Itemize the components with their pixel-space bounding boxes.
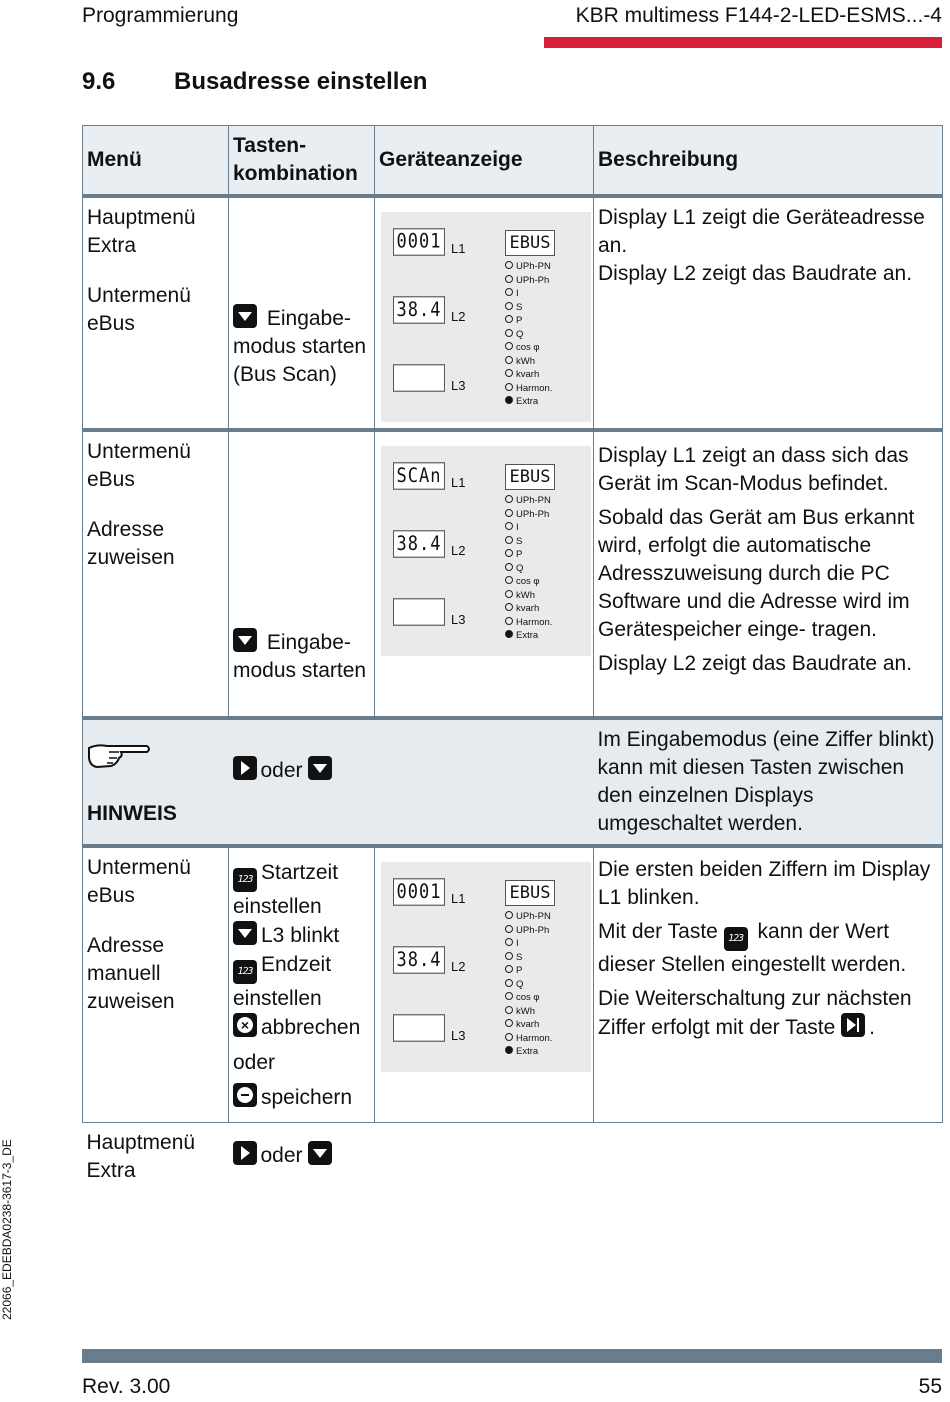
right-arrow-key-icon — [233, 756, 257, 780]
keys-cell: oder — [229, 1122, 375, 1191]
hint-text: Im Eingabemodus (eine Ziffer blinkt) kann mit diesen Tasten zwischen den einzelnen Displays umgeschaltet werden. — [594, 718, 943, 846]
down-arrow-key-icon — [308, 756, 332, 780]
display-cell — [375, 430, 594, 718]
save-key-icon — [233, 1083, 257, 1107]
page-number: 55 — [918, 1375, 942, 1398]
bus-address-table — [82, 125, 943, 1191]
cancel-key-icon — [233, 1013, 257, 1037]
down-arrow-key-icon — [233, 304, 257, 328]
empty-cell — [375, 1122, 594, 1191]
header-accent-bar — [544, 37, 942, 48]
label-l1: L1 — [451, 891, 466, 906]
lcd-l3 — [393, 1014, 445, 1042]
hint-row — [83, 718, 943, 846]
lcd-l1: 0001 — [393, 878, 445, 906]
hint-label: HINWEIS — [87, 802, 177, 825]
label-l3: L3 — [451, 1028, 466, 1043]
keys-cell: Eingabe- modus starten — [229, 430, 375, 718]
label-l1: L1 — [451, 241, 466, 256]
lcd-main: EBUS — [505, 230, 555, 256]
menu-cell: Untermenü eBus Adresse manuell zuweisen — [83, 846, 229, 1122]
description-cell: Die ersten beiden Ziffern im Display L1 blinken. Mit der Taste 123 kann der Wert dieser Stellen eingestellt werden. Die Weiterschaltung zur nächsten Ziffer erfolgt mit der Taste . — [594, 846, 943, 1122]
table-header-row — [83, 126, 943, 197]
device-display — [381, 862, 591, 1072]
indicator-list: UPh-PN UPh-Ph I S P Q cos φ kWh kvarh Harmon. Extra — [505, 494, 552, 643]
table-row — [83, 846, 943, 1122]
col-header-menu: Menü — [83, 126, 229, 197]
table-row — [83, 430, 943, 718]
header-chapter: Programmierung — [82, 4, 239, 27]
empty-cell — [594, 1122, 943, 1191]
skip-next-key-icon — [841, 1013, 865, 1037]
lcd-l2: 38.4 — [393, 530, 445, 558]
display-cell — [375, 846, 594, 1122]
hint-keys-cell: oder — [229, 718, 375, 846]
right-arrow-key-icon — [233, 1141, 257, 1165]
col-header-display: Geräteanzeige — [375, 126, 594, 197]
indicator-list: UPh-PN UPh-Ph I S P Q cos φ kWh kvarh Harmon. Extra — [505, 260, 552, 409]
lcd-l2: 38.4 — [393, 296, 445, 324]
footer-revision: Rev. 3.00 — [82, 1375, 171, 1398]
label-l2: L2 — [451, 543, 466, 558]
label-l1: L1 — [451, 475, 466, 490]
down-arrow-key-icon — [233, 921, 257, 945]
device-display — [381, 446, 591, 656]
device-display — [381, 212, 591, 422]
123-key-icon: 123 — [724, 927, 748, 951]
lcd-l1: 0001 — [393, 228, 445, 256]
indicator-list: UPh-PN UPh-Ph I S P Q cos φ kWh kvarh Harmon. Extra — [505, 910, 552, 1059]
header-product: KBR multimess F144-2-LED-ESMS...-4 — [575, 4, 942, 27]
keys-cell: Eingabe- modus starten (Bus Scan) — [229, 196, 375, 430]
menu-cell: Hauptmenü Extra — [86, 1130, 196, 1182]
display-cell — [375, 196, 594, 430]
table-row — [83, 196, 943, 430]
lcd-l3 — [393, 598, 445, 626]
lcd-main: EBUS — [505, 880, 555, 906]
label-l3: L3 — [451, 612, 466, 627]
section-number: 9.6 — [82, 68, 116, 95]
lcd-l2: 38.4 — [393, 946, 445, 974]
description-cell: Display L1 zeigt die Geräteadresse an. Display L2 zeigt das Baudrate an. — [594, 196, 943, 430]
keys-cell: 123 Startzeit einstellen L3 blinkt 123 Endzeit einstellen ×abbrechen oder speichern — [229, 846, 375, 1122]
label-l2: L2 — [451, 309, 466, 324]
label-l2: L2 — [451, 959, 466, 974]
label-l3: L3 — [451, 378, 466, 393]
hint-label-cell — [83, 718, 229, 846]
down-arrow-key-icon — [233, 628, 257, 652]
footer-bar — [82, 1349, 942, 1363]
hint-empty-cell — [375, 718, 594, 846]
document-code: 22066_EDEBDA0238-3617-3_DE — [0, 1139, 14, 1320]
menu-cell: Untermenü eBus Adresse zuweisen — [83, 430, 229, 718]
col-header-keys: Tasten- kombination — [229, 126, 375, 197]
menu-cell: Hauptmenü Extra Untermenü eBus — [83, 196, 229, 430]
lcd-main: EBUS — [505, 464, 555, 490]
description-cell: Display L1 zeigt an dass sich das Gerät im Scan-Modus befindet. Sobald das Gerät am Bus erkannt wird, erfolgt die automatische Adresszuweisung durch die PC Software und die Adresse wird im Gerätespeicher einge- tragen. Display L2 zeigt das Baudrate an. — [594, 430, 943, 718]
123-key-icon: 123 — [233, 868, 257, 892]
down-arrow-key-icon — [308, 1141, 332, 1165]
pointing-hand-icon — [87, 740, 151, 770]
table-row — [83, 1122, 943, 1191]
123-key-icon: 123 — [233, 960, 257, 984]
section-title: Busadresse einstellen — [174, 68, 428, 95]
lcd-l1: SCAn — [393, 462, 445, 490]
lcd-l3 — [393, 364, 445, 392]
col-header-description: Beschreibung — [594, 126, 943, 197]
